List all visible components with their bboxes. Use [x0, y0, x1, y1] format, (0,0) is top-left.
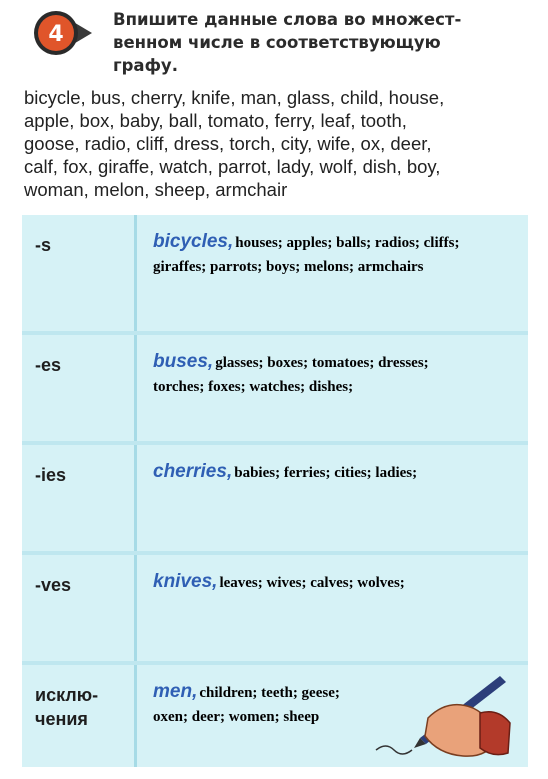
word-list-line: calf, fox, giraffe, watch, parrot, lady, wolf, dish, boy,: [24, 156, 441, 177]
label-cell: [22, 555, 137, 661]
word-list: [24, 86, 539, 201]
instruction-line: Впишите данные слова во множест-: [113, 10, 462, 29]
row-label: [35, 463, 66, 487]
answer-line: [153, 570, 523, 595]
row-label: [35, 573, 71, 597]
row-label: [35, 233, 51, 257]
row-label: [35, 683, 98, 731]
word-list-line: goose, radio, cliff, dress, torch, city, wife, ox, deer,: [24, 133, 432, 154]
example-word: knives,: [153, 571, 218, 592]
row-label-text: чения: [35, 709, 88, 729]
word-list-line: bicycle, bus, cherry, knife, man, glass, child, house,: [24, 87, 445, 108]
table-row: [22, 555, 528, 661]
example-word: cherries,: [153, 461, 233, 482]
label-cell: [22, 665, 137, 767]
example-word: buses,: [153, 351, 214, 372]
row-label-text: исклю-: [35, 685, 99, 705]
row-label-text: -ves: [35, 575, 72, 595]
instruction-line: графу.: [113, 56, 178, 75]
answer-cell: [153, 350, 523, 399]
answer-text: glasses; boxes; tomatoes; dresses;: [215, 355, 429, 371]
word-list-line: apple, box, baby, ball, tomato, ferry, leaf, tooth,: [24, 110, 407, 131]
answer-line: giraffes; parrots; boys; melons; armchairs: [153, 259, 424, 275]
answer-cell: [153, 230, 523, 279]
answer-cell: [153, 460, 523, 485]
answer-line: [153, 350, 523, 375]
answer-text: houses; apples; balls; radios; cliffs;: [235, 235, 460, 251]
exercise-number: 4: [48, 22, 64, 47]
row-label-text: -ies: [35, 465, 67, 485]
answer-line: [153, 230, 523, 255]
answer-text: babies; ferries; cities; ladies;: [234, 465, 418, 481]
exercise-instruction: [113, 8, 533, 77]
answer-text: children; teeth; geese;: [199, 685, 340, 701]
answer-line: torches; foxes; watches; dishes;: [153, 379, 354, 395]
label-cell: [22, 445, 137, 551]
label-cell: [22, 335, 137, 441]
row-label-text: -es: [35, 355, 62, 375]
exercise-number-badge: [32, 10, 96, 56]
table-row: [22, 335, 528, 441]
table-row: [22, 445, 528, 551]
label-cell: [22, 215, 137, 331]
writing-hand-icon: [368, 668, 518, 763]
table-row: [22, 215, 528, 331]
row-label: [35, 353, 61, 377]
answer-cell: [153, 570, 523, 595]
word-list-line: woman, melon, sheep, armchair: [24, 179, 288, 200]
example-word: bicycles,: [153, 231, 234, 252]
example-word: men,: [153, 681, 198, 702]
answer-text: leaves; wives; calves; wolves;: [219, 575, 405, 591]
answer-line: oxen; deer; women; sheep: [153, 709, 320, 725]
instruction-line: венном числе в соответствующую: [113, 33, 441, 52]
answer-line: [153, 460, 523, 485]
row-label-text: -s: [35, 235, 52, 255]
